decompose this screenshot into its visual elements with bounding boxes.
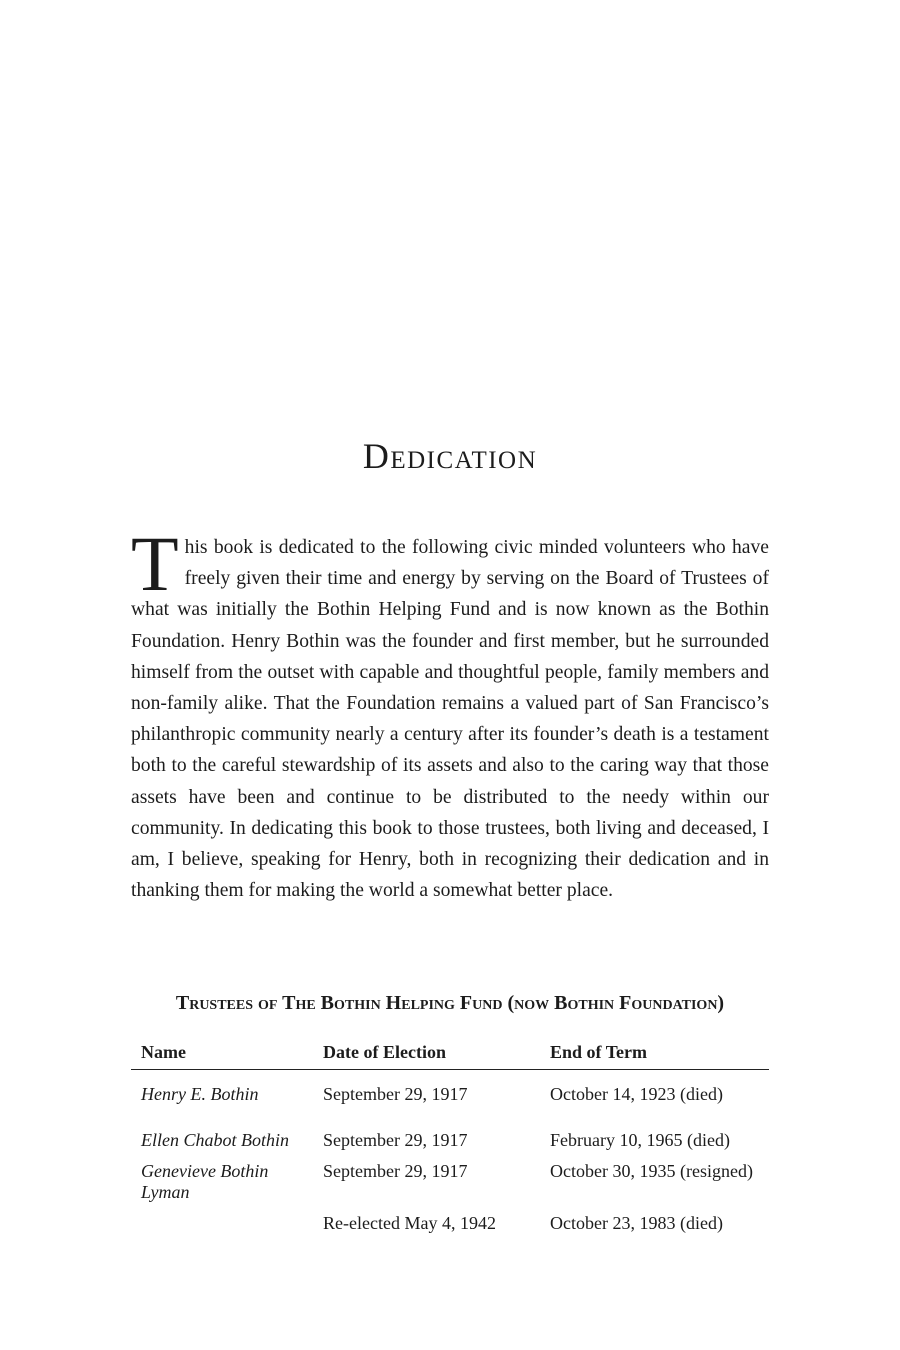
header-name: Name — [131, 1037, 313, 1070]
trustee-name: Henry E. Bothin — [141, 1084, 259, 1104]
table-header-row — [131, 1037, 769, 1070]
end-of-term: October 30, 1935 (resigned) — [550, 1161, 753, 1181]
dedication-text: his book is dedicated to the following civic minded volunteers who have freely given their time and energy by serving on the Board of Trustees of what was initially the Bothin Helping Fund and is now known as the Bothin Foundation. Henry Bothin was the founder and first member, but he surrounded himself from the outset with capable and thoughtful people, family members and non-family alike. That the Foundation remains a valued part of San Francisco’s philanthropic community nearly a century after its founder’s death is a testament both to the careful stewardship of its assets and also to the caring way that those assets have been and continue to be distributed to the needy within our community. In dedicating this book to those trustees, both living and deceased, I am, I believe, speaking for Henry, both in recognizing their dedication and in thanking them for making the world a somewhat better place. — [131, 537, 769, 902]
header-date: Date of Election — [313, 1037, 540, 1070]
end-of-term: October 23, 1983 (died) — [550, 1213, 723, 1233]
end-of-term: October 14, 1923 (died) — [550, 1084, 723, 1104]
drop-cap: T — [131, 520, 179, 607]
trustee-name: Ellen Chabot Bothin — [141, 1130, 289, 1150]
table-row — [131, 1213, 769, 1234]
table-row — [131, 1161, 769, 1213]
election-date: September 29, 1917 — [323, 1084, 468, 1104]
election-date: September 29, 1917 — [323, 1161, 468, 1181]
trustees-table — [131, 1037, 769, 1234]
page-title: Dedication — [362, 436, 538, 476]
dedication-paragraph — [131, 520, 769, 906]
trustee-name — [131, 1213, 313, 1234]
table-row — [131, 1070, 769, 1131]
header-term: End of Term — [540, 1037, 769, 1070]
end-of-term: February 10, 1965 (died) — [550, 1130, 730, 1150]
table-row — [131, 1130, 769, 1161]
election-date: September 29, 1917 — [323, 1130, 468, 1150]
trustee-name: Genevieve Bothin Lyman — [141, 1161, 269, 1202]
election-date: Re-elected May 4, 1942 — [323, 1213, 496, 1233]
table-title: Trustees of The Bothin Helping Fund (now Bothin Foundation) — [175, 992, 725, 1014]
